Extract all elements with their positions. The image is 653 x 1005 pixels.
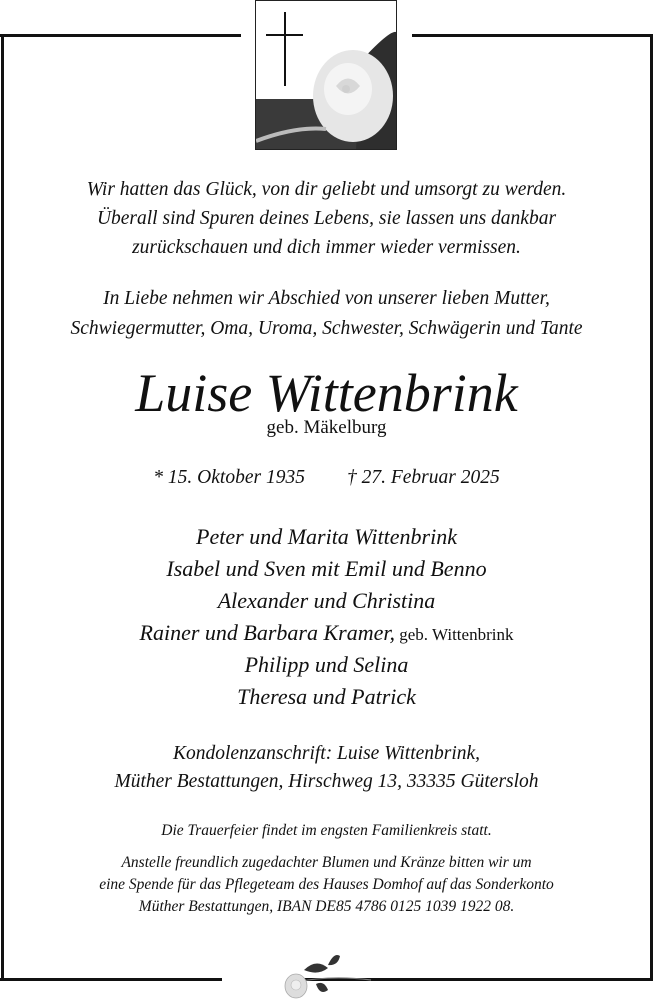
intro-line: zurückschauen und dich immer wieder vermissen. xyxy=(132,237,521,258)
family-line: Alexander und Christina xyxy=(217,588,436,613)
farewell-line: Schwiegermutter, Oma, Uroma, Schwester, Schwägerin und Tante xyxy=(70,318,583,339)
intro-line: Wir hatten das Glück, von dir geliebt und umsorgt zu werden. xyxy=(86,179,567,200)
donation-line: Müther Bestattungen, IBAN DE85 4786 0125 1039 1922 08. xyxy=(138,898,515,915)
ceremony-note: Die Trauerfeier findet im engsten Familienkreis statt. xyxy=(161,822,492,839)
rose-icon xyxy=(276,950,376,1000)
maiden-name: geb. Mäkelburg xyxy=(266,417,387,438)
life-dates xyxy=(0,467,653,489)
donation-line: eine Spende für das Pflegeteam des Hauses Domhof auf das Sonderkonto xyxy=(99,876,554,893)
deceased-name: Luise Wittenbrink xyxy=(135,363,518,423)
death-date: † 27. Februar 2025 xyxy=(346,467,500,488)
family-line: Isabel und Sven mit Emil und Benno xyxy=(166,556,487,581)
frame-bottom-left xyxy=(0,978,222,981)
cross-rose-image xyxy=(255,0,397,150)
address-line: Müther Bestattungen, Hirschweg 13, 33335 Gütersloh xyxy=(114,771,539,792)
intro-line: Überall sind Spuren deines Lebens, sie lassen uns dankbar xyxy=(96,208,557,229)
family-line: Rainer und Barbara Kramer, geb. Wittenbrink xyxy=(139,620,514,645)
cross-icon xyxy=(284,12,286,86)
address-line: Kondolenzanschrift: Luise Wittenbrink, xyxy=(172,743,481,764)
donation-line: Anstelle freundlich zugedachter Blumen und Kränze bitten wir um xyxy=(121,854,532,871)
frame-top-left xyxy=(0,34,241,37)
family-line: Theresa und Patrick xyxy=(237,684,416,709)
farewell-line: In Liebe nehmen wir Abschied von unserer lieben Mutter, xyxy=(103,288,550,309)
family-line: Philipp und Selina xyxy=(244,652,409,677)
family-line: Peter und Marita Wittenbrink xyxy=(196,524,457,549)
frame-top-right xyxy=(412,34,653,37)
birth-date: * 15. Oktober 1935 xyxy=(153,467,305,488)
